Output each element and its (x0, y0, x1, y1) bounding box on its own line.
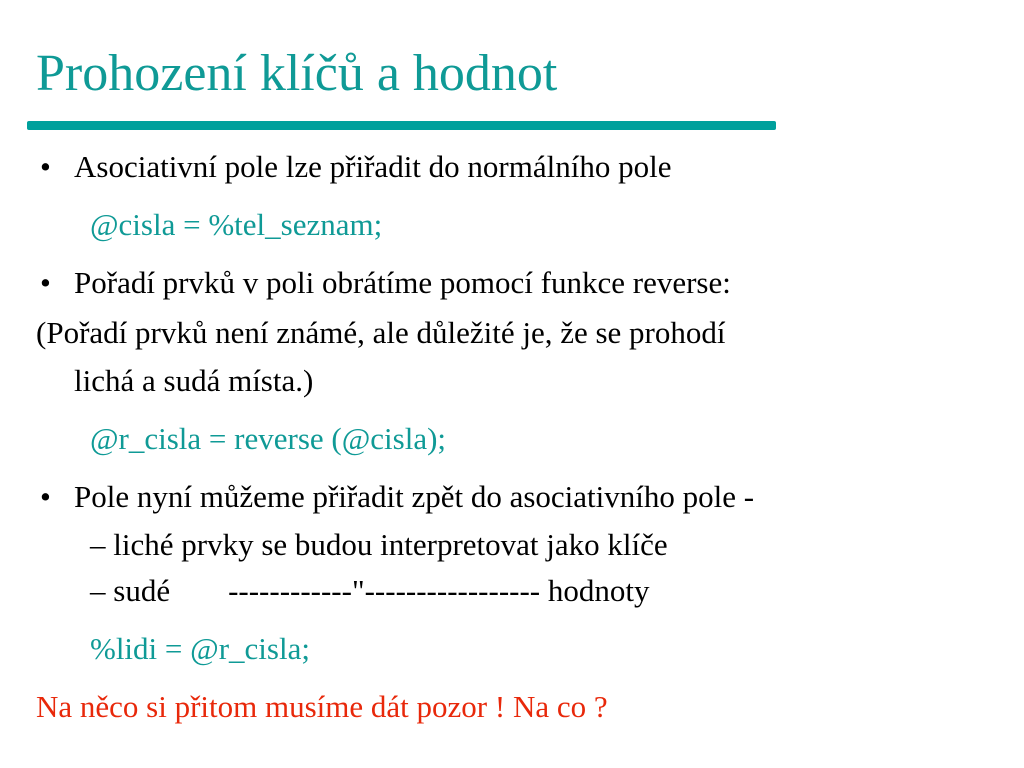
sub-item-2-label: – sudé (90, 573, 171, 608)
code-line-3: %lidi = @r_cisla; (90, 631, 310, 666)
page-title: Prohození klíčů a hodnot (36, 45, 558, 102)
warning-text: Na něco si přitom musíme dát pozor ! Na co ? (36, 689, 608, 724)
bullet-3-text: Pole nyní můžeme přiřadit zpět do asociativního pole - (74, 479, 755, 514)
sub-item-2 (90, 572, 649, 609)
code-line-1: @cisla = %tel_seznam; (90, 207, 383, 242)
note-line-2: lichá a sudá místa.) (74, 363, 314, 398)
bullet-2-text: Pořadí prvků v poli obrátíme pomocí funkce reverse: (74, 265, 731, 300)
bullet-1-marker: • (40, 149, 51, 184)
code-line-2: @r_cisla = reverse (@cisla); (90, 421, 447, 456)
bullet-3-marker: • (40, 479, 51, 514)
title-underline (27, 121, 776, 130)
sub-item-2-value: ------------"----------------- hodnoty (228, 573, 650, 608)
bullet-2-marker: • (40, 265, 51, 300)
note-line-1: (Pořadí prvků není známé, ale důležité je, že se prohodí (36, 315, 726, 350)
sub-item-1: – liché prvky se budou interpretovat jako klíče (90, 527, 668, 562)
bullet-1-text: Asociativní pole lze přiřadit do normálního pole (74, 149, 672, 184)
